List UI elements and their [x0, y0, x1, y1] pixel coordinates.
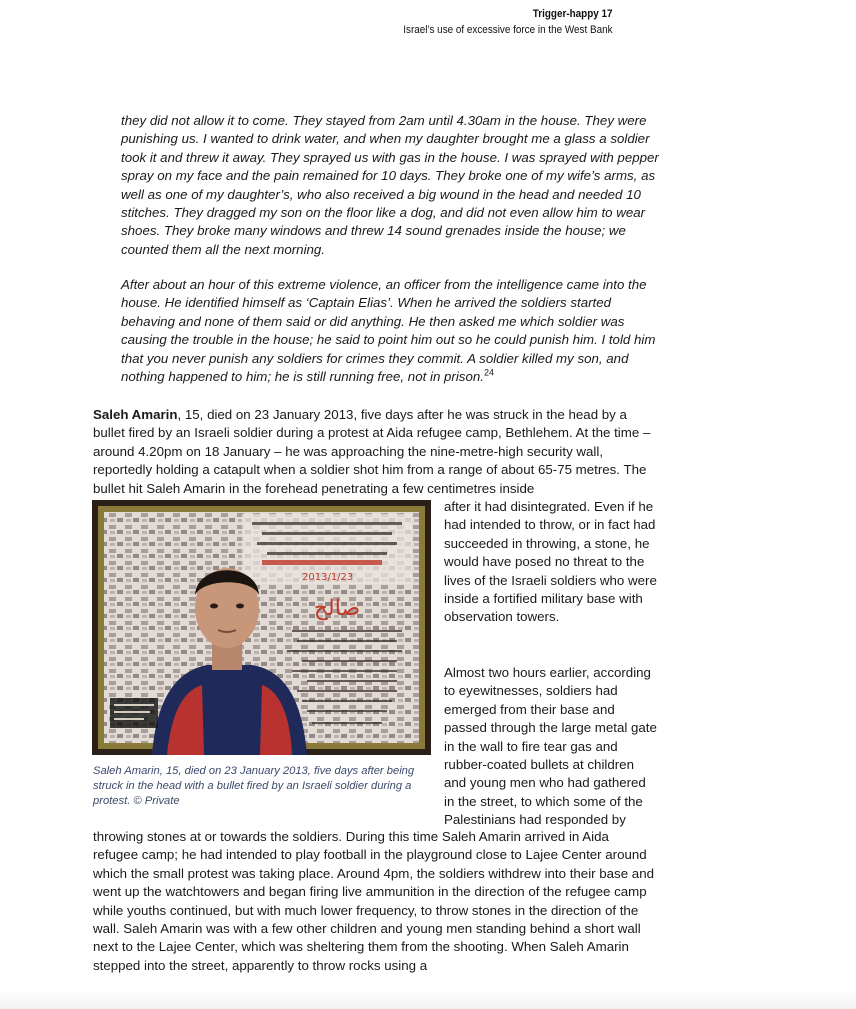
- header-title: Trigger-happy 17: [533, 8, 613, 20]
- page-bottom-edge: [0, 991, 856, 1009]
- testimony-text-1: they did not allow it to come. They stayed from 2am until 4.30am in the house. They were punishing us. I wanted to drink water, and when my daughter brought me a glass a soldier took it and threw it away. They sprayed us with gas in the house. I was sprayed with pepper spray on my face and the pain remained for 10 days. They broke one of my wife’s arms, as well as one of my daughter’s, who also received a big wound in the head and needed 10 stitches. They dragged my son on the floor like a dog, and did not even allow him to wear shoes. They broke many windows and threw 14 sound grenades inside the house; we counted them all the next morning.: [121, 113, 659, 257]
- victim-name: Saleh Amarin: [93, 407, 178, 422]
- page-header: [404, 6, 613, 38]
- testimony-paragraph-2: [121, 276, 661, 386]
- photo-illustration: [92, 500, 431, 755]
- testimony-text-2: After about an hour of this extreme violence, an officer from the intelligence came into the house. He identified himself as ‘Captain Elias’. When he arrived the soldiers started behaving and none of them said or did anything. He then asked me which soldier was causing the trouble in the house; he said to point him out so he could punish him. I told him that you never punish any soldiers for crimes they commit. A soldier killed my son, and nothing happened to him; he is still running free, not in prison.: [121, 277, 656, 385]
- header-subtitle: Israel’s use of excessive force in the West Bank: [403, 24, 613, 36]
- case-intro-text: , 15, died on 23 January 2013, five days after he was struck in the head by a bullet fired by an Israeli soldier during a protest at Aida refugee camp, Bethlehem. At the time – around 4.20pm on 18 January – he was approaching the nine-metre-high security wall, reportedly holding a catapult when a soldier shot him from a range of about 65-75 metres. The bullet hit Saleh Amarin in the forehead penetrating a few centimetres inside: [93, 407, 651, 496]
- testimony-paragraph-1: [121, 112, 661, 259]
- photo-caption: Saleh Amarin, 15, died on 23 January 2013, five days after being struck in the head with a bullet fired by an Israeli soldier during a protest. © Private: [93, 765, 415, 807]
- footnote-marker[interactable]: 24: [483, 367, 494, 378]
- victim-photo: [92, 500, 431, 755]
- case-intro-paragraph: [93, 406, 653, 498]
- column-paragraph-2: Almost two hours earlier, according to eyewitnesses, soldiers had emerged from their base and passed through the large metal gate in the wall to fire tear gas and rubber-coated bullets at children and young men who had gathered in the street, to which some of the Palestinians had responded by: [444, 665, 657, 828]
- poster-date: 2013/1/23: [302, 572, 354, 583]
- column-paragraph-1: after it had disintegrated. Even if he had intended to throw, or in fact had succeeded in throwing, a stone, he would have posed no threat to the lives of the Israeli soldiers who were inside a fortified military base with observation towers.: [444, 499, 657, 625]
- continuation-paragraph: throwing stones at or towards the soldiers. During this time Saleh Amarin arrived in Aida refugee camp; he had intended to play football in the playground close to Lajee Center around which the small protest was taking place. Around 4pm, the soldiers withdrew into their base and went up the watchtowers and began firing live ammunition in the direction of the refugee camp while youths continued, but with much lower frequency, to throw stones in the direction of the wall. Saleh Amarin was with a few other children and young men standing behind a short wall next to the Lajee Center, which was sheltering them from the shooting. When Saleh Amarin stepped into the street, apparently to throw rocks using a: [93, 829, 654, 973]
- poster-name: صالح: [313, 596, 361, 621]
